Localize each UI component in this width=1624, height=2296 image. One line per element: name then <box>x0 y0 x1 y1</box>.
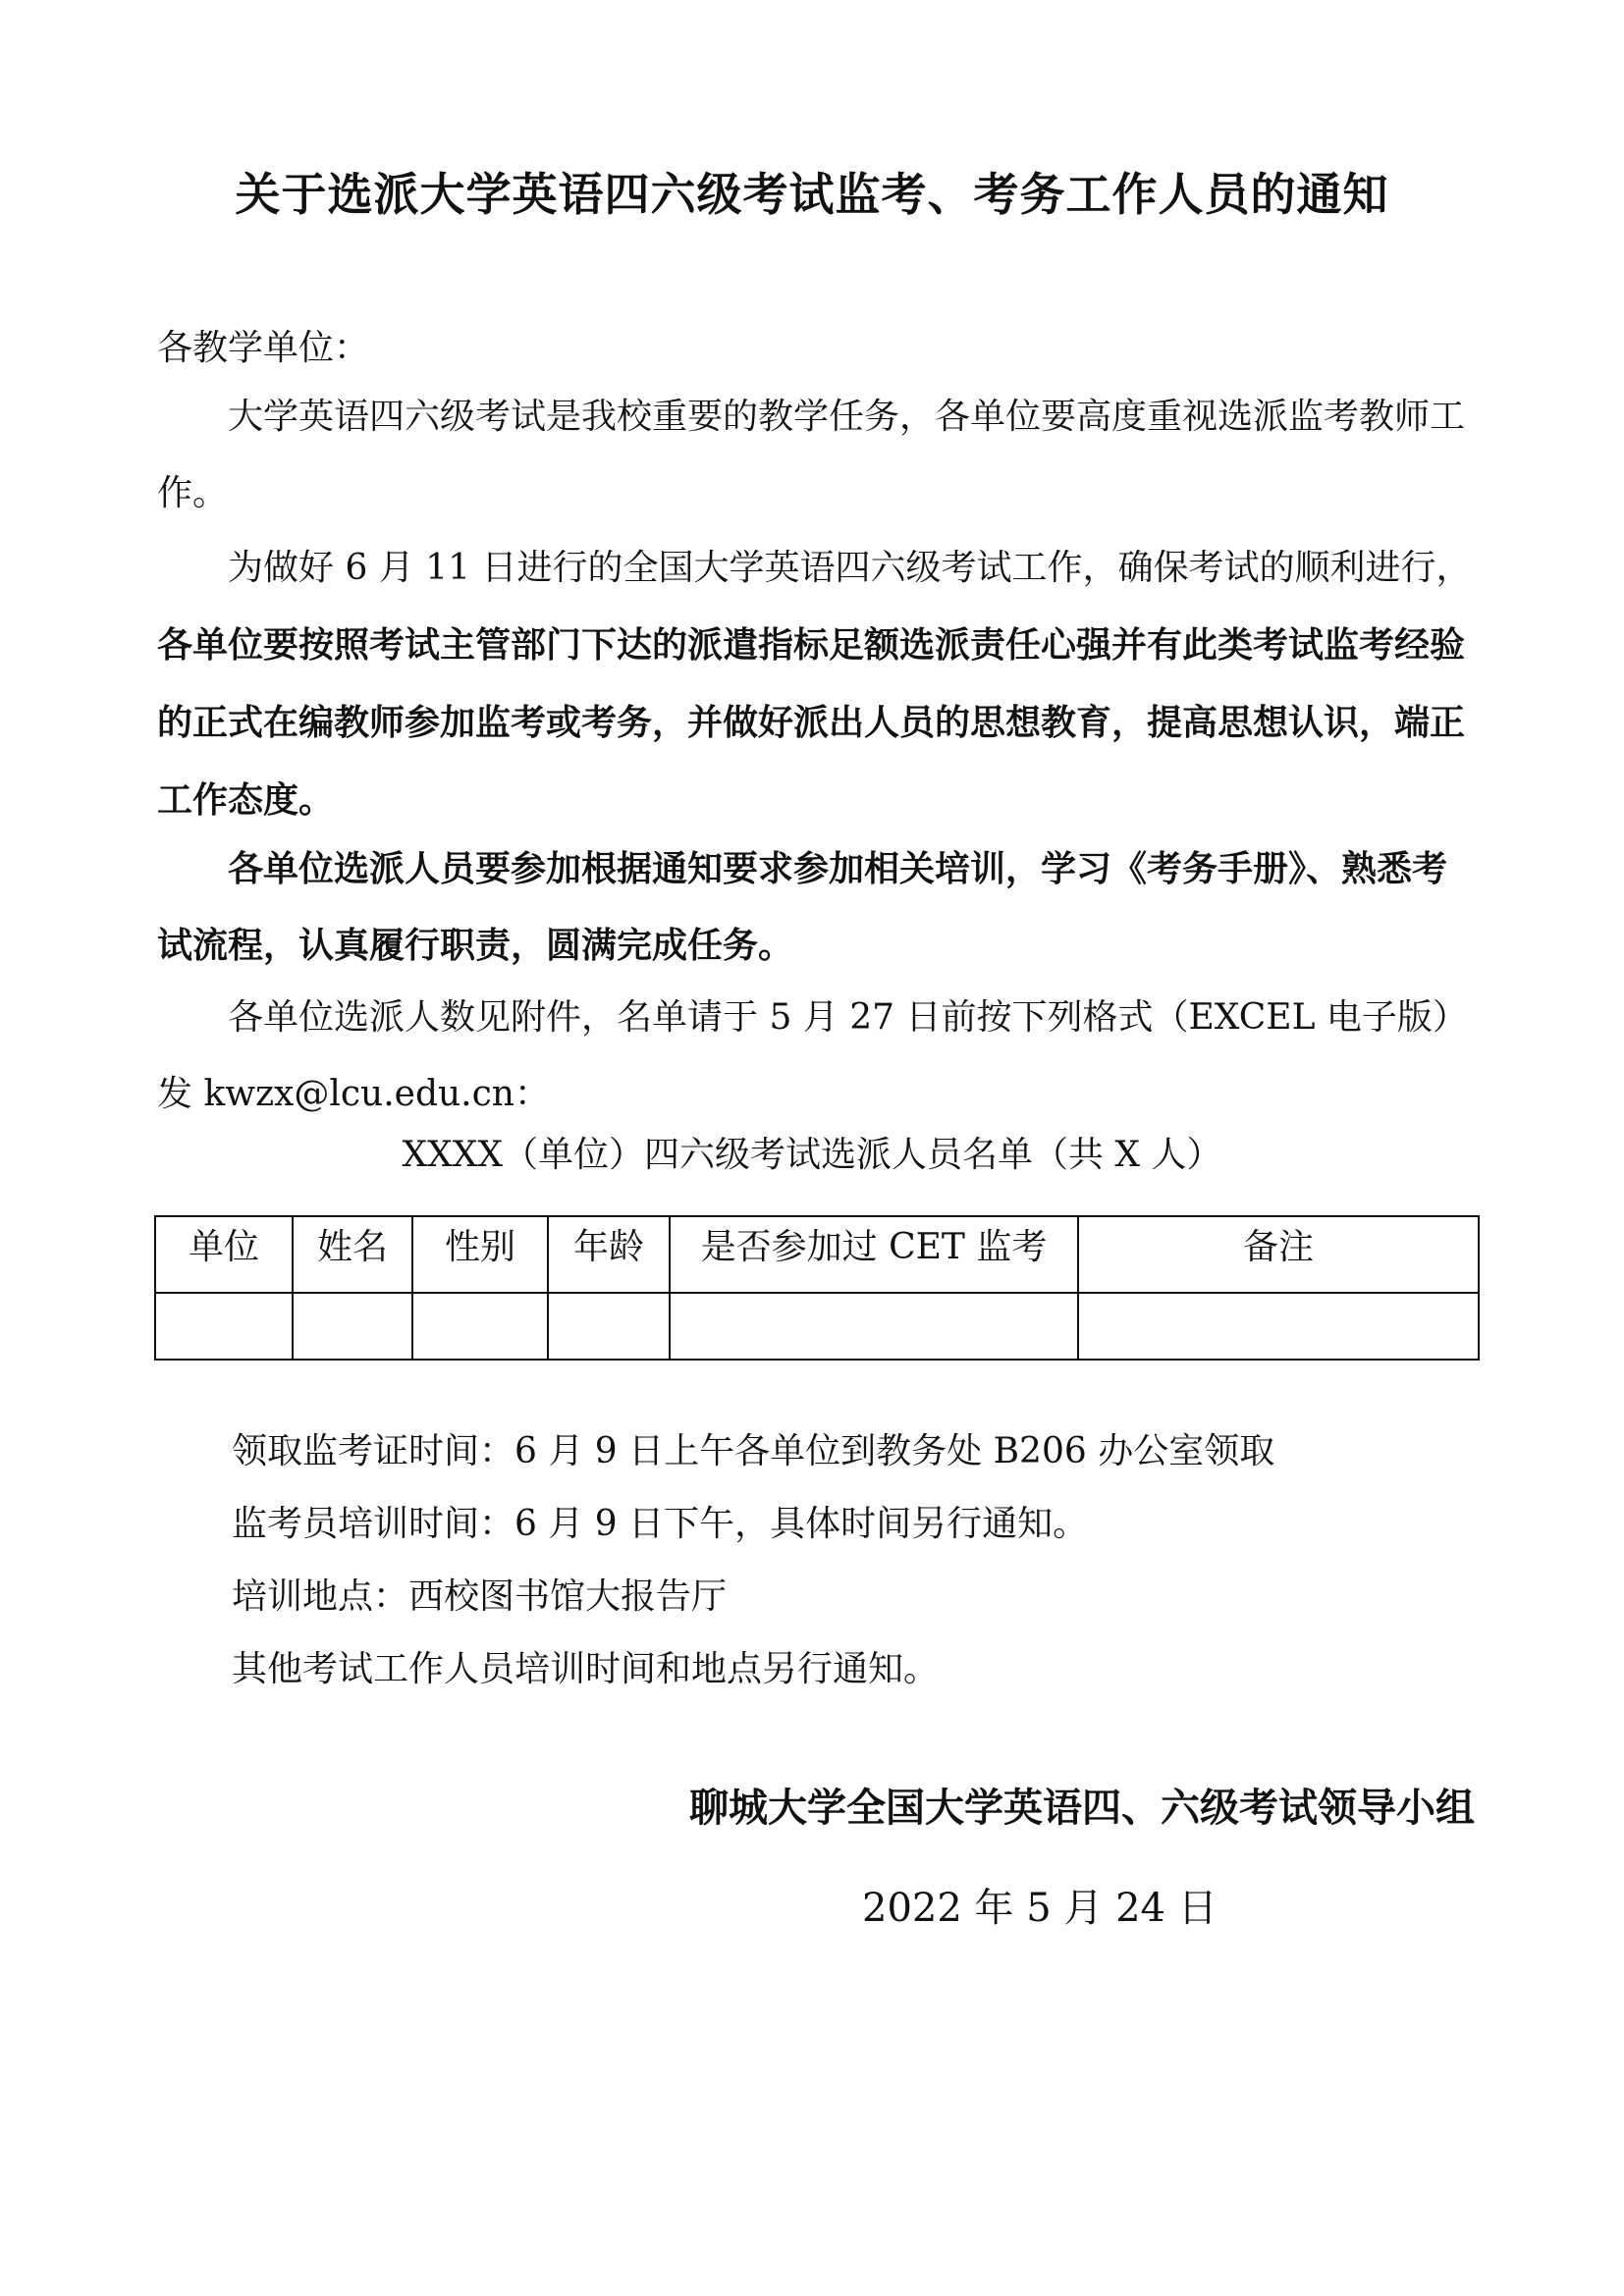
table-header-row <box>155 1216 1479 1293</box>
note-certificate-pickup: 领取监考证时间：6 月 9 日上午各单位到教务处 B206 办公室领取 <box>232 1431 1275 1471</box>
header-name: 姓名 <box>293 1216 412 1293</box>
paragraph-2-normal: 为做好 6 月 11 日进行的全国大学英语四六级考试工作，确保考试的顺利进行， <box>228 548 1472 588</box>
note-other-staff: 其他考试工作人员培训时间和地点另行通知。 <box>232 1649 940 1689</box>
table-cell <box>412 1293 548 1360</box>
table-cell <box>293 1293 412 1360</box>
table-cell <box>155 1293 293 1360</box>
header-gender: 性别 <box>412 1216 548 1293</box>
roster-table <box>154 1215 1480 1361</box>
paragraph-4: 各单位选派人数见附件，名单请于 5 月 27 日前按下列格式（EXCEL 电子版）发 kwzx@lcu.edu.cn： <box>157 997 1468 1114</box>
table-row <box>155 1293 1479 1360</box>
paragraph-2-bold: 各单位要按照考试主管部门下达的派遣指标足额选派责任心强并有此类考试监考经验的正式在编教师参加监考或考务，并做好派出人员的思想教育，提高思想认识，端正工作态度。 <box>157 624 1466 821</box>
salutation: 各教学单位： <box>157 328 370 368</box>
note-training-time: 监考员培训时间：6 月 9 日下午，具体时间另行通知。 <box>232 1504 1089 1544</box>
note-training-location: 培训地点：西校图书馆大报告厅 <box>232 1576 728 1617</box>
header-age: 年龄 <box>548 1216 670 1293</box>
issue-date: 2022 年 5 月 24 日 <box>862 1886 1218 1931</box>
paragraph-3: 各单位选派人员要参加根据通知要求参加相关培训，学习《考务手册》、熟悉考试流程，认真履行职责，圆满完成任务。 <box>157 848 1448 966</box>
signature: 聊城大学全国大学英语四、六级考试领导小组 <box>689 1785 1475 1831</box>
table-cell <box>1078 1293 1479 1360</box>
table-caption: XXXX（单位）四六级考试选派人员名单（共 X 人） <box>402 1135 1222 1175</box>
header-unit: 单位 <box>155 1216 293 1293</box>
table-cell <box>548 1293 670 1360</box>
document-title: 关于选派大学英语四六级考试监考、考务工作人员的通知 <box>235 168 1389 221</box>
table-cell <box>670 1293 1078 1360</box>
header-remarks: 备注 <box>1078 1216 1479 1293</box>
header-cet-experience: 是否参加过 CET 监考 <box>670 1216 1078 1293</box>
paragraph-1: 大学英语四六级考试是我校重要的教学任务，各单位要高度重视选派监考教师工作。 <box>157 397 1466 513</box>
paragraph-2 <box>157 530 1473 839</box>
